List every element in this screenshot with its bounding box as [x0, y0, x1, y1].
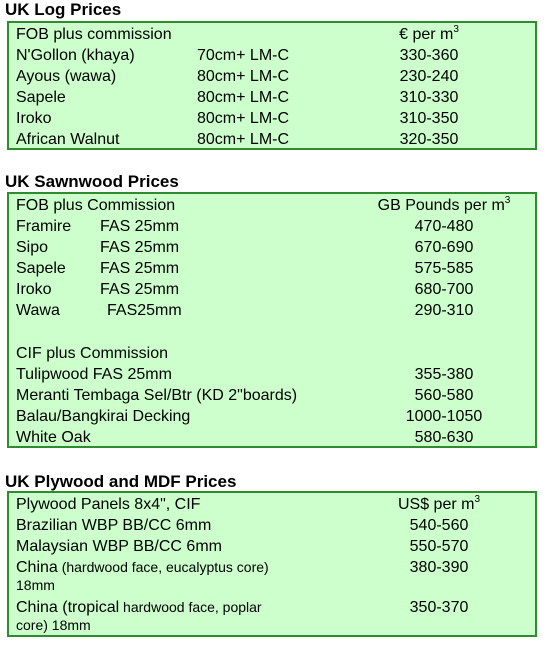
ply-header-label: Plywood Panels 8x4", CIF [16, 496, 201, 513]
species-name: Ayous (wawa) [16, 68, 117, 85]
plywood-prices-table [7, 491, 537, 637]
log-header-row [9, 24, 535, 45]
price: 580-630 [414, 429, 474, 446]
table-row [9, 258, 535, 279]
table-row [9, 536, 535, 557]
table-row [9, 129, 535, 150]
table-row [9, 66, 535, 87]
spec: 70cm+ LM-C [197, 47, 290, 64]
table-row [9, 515, 535, 536]
species-name: Iroko [16, 110, 52, 127]
price: 550-570 [409, 538, 469, 555]
species-name: African Walnut [16, 131, 120, 148]
table-row [9, 406, 535, 427]
product-name-line2: 18mm [16, 577, 55, 593]
sawnwood-prices-title: UK Sawnwood Prices [5, 172, 179, 191]
log-prices-title: UK Log Prices [5, 0, 122, 19]
species-name: White Oak [16, 429, 91, 446]
spec: FAS 25mm [100, 239, 180, 256]
price: 290-310 [414, 302, 474, 319]
product-name-line2: core) 18mm [16, 617, 91, 633]
log-header-label: FOB plus commission [16, 26, 172, 43]
table-row [9, 45, 535, 66]
species-name: Wawa [16, 302, 60, 319]
species-name: N'Gollon (khaya) [16, 47, 135, 64]
table-row [9, 364, 535, 385]
sawnwood-prices-table [7, 192, 537, 448]
table-row [9, 427, 535, 448]
product-name: Brazilian WBP BB/CC 6mm [16, 517, 212, 534]
table-row-continuation [9, 616, 535, 634]
ply-header-row [9, 494, 535, 515]
price: 380-390 [409, 559, 469, 576]
price: 670-690 [414, 239, 474, 256]
table-row [9, 385, 535, 406]
cif-header-row [9, 343, 535, 364]
price: 1000-1050 [405, 408, 483, 425]
price: 575-585 [414, 260, 474, 277]
price: 540-560 [409, 517, 469, 534]
species-name: Sapele [16, 89, 66, 106]
sawn-header-row [9, 195, 535, 216]
log-prices-table [7, 21, 537, 150]
price: 560-580 [414, 387, 474, 404]
price: 680-700 [414, 281, 474, 298]
price: 310-330 [399, 89, 459, 106]
table-row [9, 300, 535, 321]
product-name: Malaysian WBP BB/CC 6mm [16, 538, 222, 555]
spec: 80cm+ LM-C [197, 89, 290, 106]
product-name: China (tropical hardwood face, poplar [16, 599, 262, 616]
spec: FAS 25mm [100, 218, 180, 235]
cif-header-label: CIF plus Commission [16, 345, 169, 362]
species-name: Iroko [16, 281, 52, 298]
table-row [9, 597, 535, 618]
species-name: Tulipwood FAS 25mm [16, 366, 172, 383]
price: 320-350 [399, 131, 459, 148]
price: 350-370 [409, 599, 469, 616]
species-name: Sipo [16, 239, 49, 256]
sawn-unit-header: GB Pounds per $m^3$ [377, 194, 511, 214]
table-row [9, 279, 535, 300]
product-name: China (hardwood face, eucalyptus core) [16, 559, 269, 576]
log-unit-header: € per $m^3$ [399, 23, 459, 43]
ply-unit-header: US$ per $m^3$ [397, 493, 481, 513]
spec: 80cm+ LM-C [197, 110, 290, 127]
plywood-prices-title: UK Plywood and MDF Prices [5, 472, 237, 491]
spec: FAS25mm [107, 302, 182, 319]
price: 470-480 [414, 218, 474, 235]
price: 355-380 [414, 366, 474, 383]
species-name: Balau/Bangkirai Decking [16, 408, 191, 425]
spec: FAS 25mm [100, 260, 180, 277]
species-name: Framire [16, 218, 72, 235]
table-row [9, 216, 535, 237]
species-name: Sapele [16, 260, 66, 277]
table-row [9, 87, 535, 108]
species-name: Meranti Tembaga Sel/Btr (KD 2"boards) [16, 387, 298, 404]
spec: FAS 25mm [100, 281, 180, 298]
price: 230-240 [399, 68, 459, 85]
price: 310-350 [399, 110, 459, 127]
sawn-header-label: FOB plus Commission [16, 197, 176, 214]
table-row [9, 108, 535, 129]
spec: 80cm+ LM-C [197, 68, 290, 85]
table-row-continuation [9, 576, 535, 594]
table-row [9, 237, 535, 258]
table-row [9, 557, 535, 578]
spec: 80cm+ LM-C [197, 131, 290, 148]
price: 330-360 [399, 47, 459, 64]
